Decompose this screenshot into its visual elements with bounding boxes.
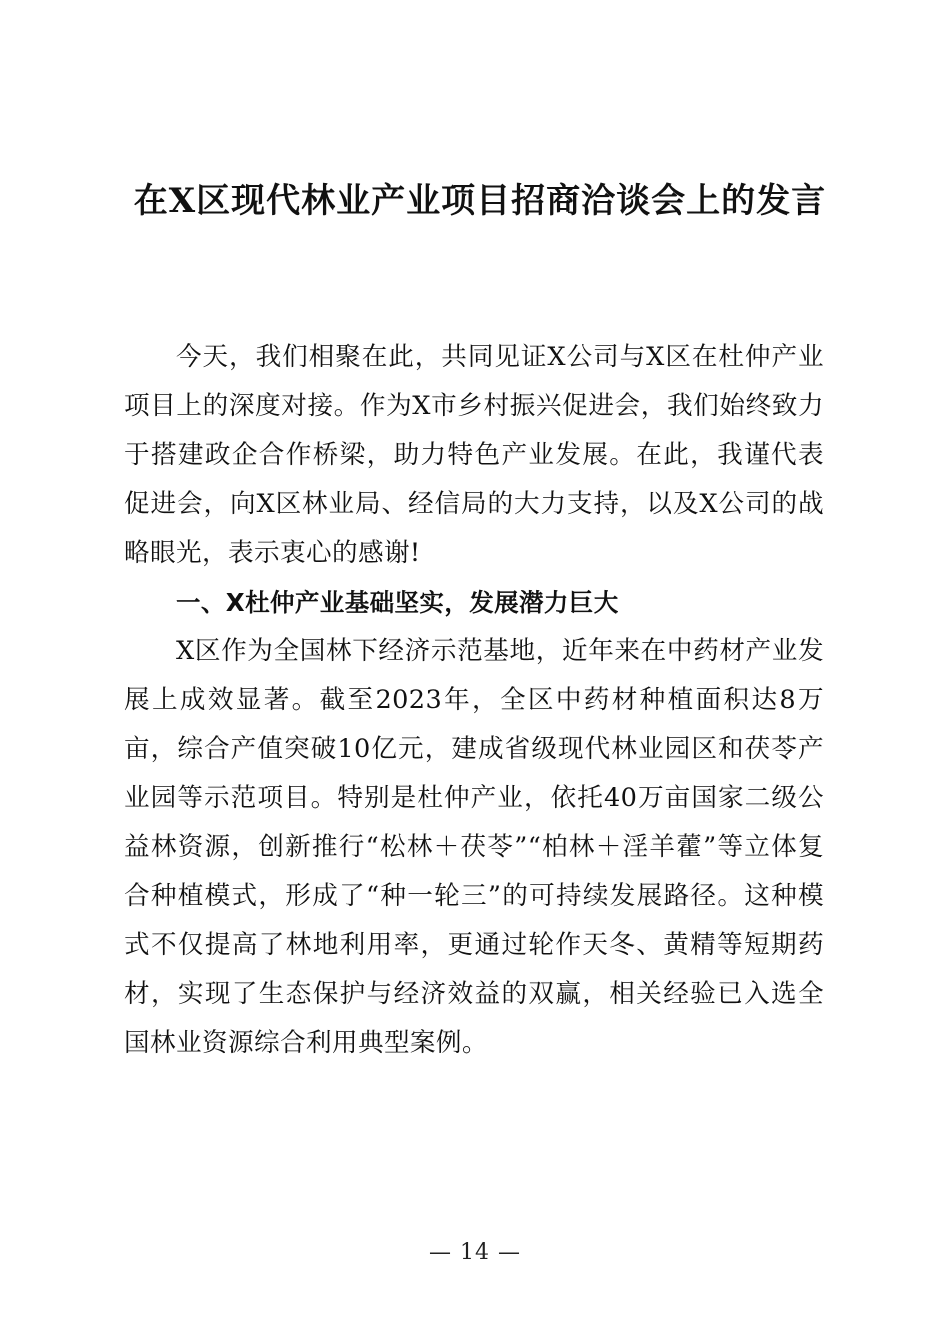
page-number: — 14 — bbox=[429, 1240, 521, 1265]
section-heading: 一、X杜仲产业基础坚实，发展潜力巨大 bbox=[176, 588, 619, 617]
intro-paragraph: 今天，我们相聚在此，共同见证X公司与X区在杜仲产业项目上的深度对接。作为X市乡村振兴促进会，我们始终致力于搭建政企合作桥梁，助力特色产业发展。在此，我谨代表促进会，向X区林业局、经信局的大力支持，以及X公司的战略眼光，表示衷心的感谢! bbox=[124, 342, 824, 568]
document-body bbox=[124, 333, 824, 1068]
section-paragraph: X区作为全国林下经济示范基地，近年来在中药材产业发展上成效显著。截至2023年，全区中药材种植面积达8万亩，综合产值突破10亿元，建成省级现代林业园区和茯苓产业园等示范项目。特别是杜仲产业，依托40万亩国家二级公益林资源，创新推行“松林＋茯苓”“柏林＋淫羊藿”等立体复合种植模式，形成了“种一轮三”的可持续发展路径。这种模式不仅提高了林地利用率，更通过轮作天冬、黄精等短期药材，实现了生态保护与经济效益的双赢，相关经验已入选全国林业资源综合利用典型案例。 bbox=[124, 636, 824, 1058]
document-title: 在X区现代林业产业项目招商洽谈会上的发言 bbox=[133, 181, 827, 221]
